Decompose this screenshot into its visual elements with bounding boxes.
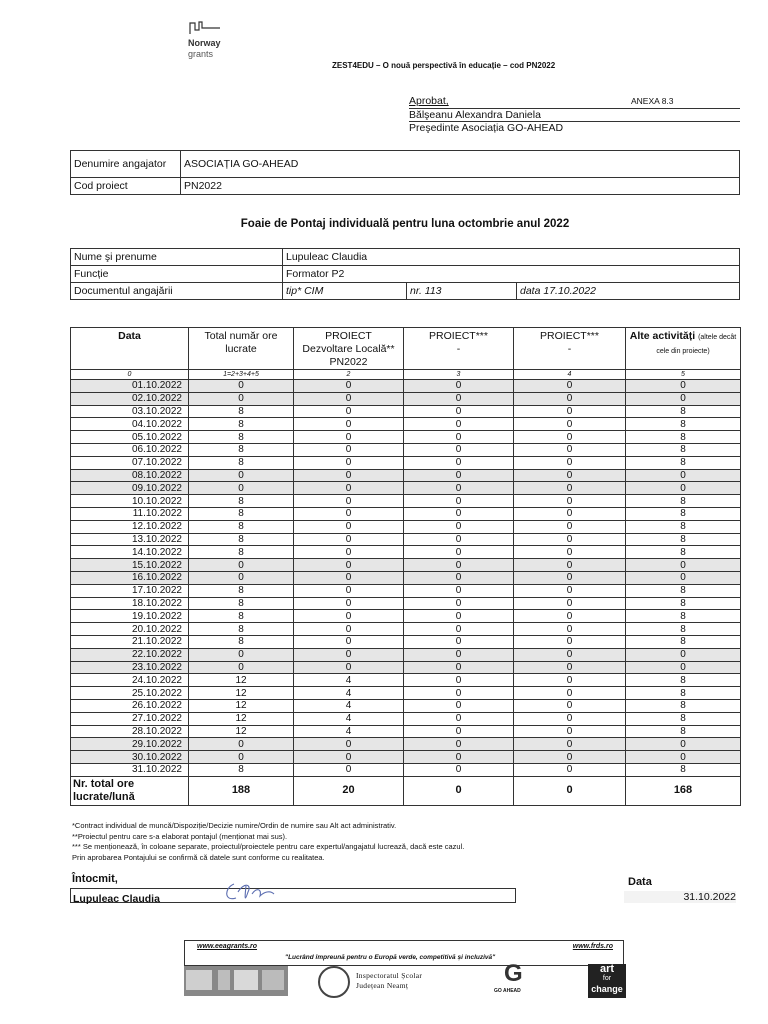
total-cell: 8	[189, 431, 294, 444]
proiect2-cell: 0	[404, 635, 514, 648]
alte-cell: 8	[626, 687, 741, 700]
table-row	[71, 392, 741, 405]
total-cell: 12	[189, 712, 294, 725]
table-row	[71, 571, 741, 584]
header-proiect2	[404, 328, 514, 370]
document-date: data 17.10.2022	[517, 283, 740, 300]
table-row	[71, 635, 741, 648]
table-row	[71, 456, 741, 469]
alte-cell: 8	[626, 495, 741, 508]
proiect1-cell: 0	[294, 520, 404, 533]
date-cell: 07.10.2022	[71, 456, 189, 469]
date-cell: 13.10.2022	[71, 533, 189, 546]
date-cell: 15.10.2022	[71, 559, 189, 572]
date-cell: 09.10.2022	[71, 482, 189, 495]
proiect2-cell: 0	[404, 469, 514, 482]
proiect3-cell: 0	[514, 712, 626, 725]
table-row	[71, 674, 741, 687]
proiect1-cell: 0	[294, 584, 404, 597]
proiect2-cell: 0	[404, 533, 514, 546]
alte-cell: 8	[626, 456, 741, 469]
proiect1-cell: 0	[294, 443, 404, 456]
alte-cell: 0	[626, 392, 741, 405]
total-cell: 8	[189, 418, 294, 431]
total-cell: 8	[189, 546, 294, 559]
proiect3-cell: 0	[514, 443, 626, 456]
index-cell: 1=2+3+4+5	[189, 370, 294, 380]
proiect2-cell: 0	[404, 699, 514, 712]
table-row	[71, 546, 741, 559]
header-proiect3-dash: -	[567, 343, 572, 355]
goahead-logo-icon: G	[504, 960, 523, 987]
proiect1-cell: 0	[294, 635, 404, 648]
date-cell: 27.10.2022	[71, 712, 189, 725]
alte-cell: 8	[626, 597, 741, 610]
date-cell: 01.10.2022	[71, 380, 189, 393]
total-cell: 0	[189, 648, 294, 661]
proiect3-cell: 0	[514, 751, 626, 764]
proiect1-cell: 0	[294, 763, 404, 776]
table-row	[71, 469, 741, 482]
total-cell: 8	[189, 456, 294, 469]
table-row	[71, 751, 741, 764]
proiect2-cell: 0	[404, 725, 514, 738]
proiect1-cell: 0	[294, 533, 404, 546]
date-cell: 08.10.2022	[71, 469, 189, 482]
date-cell: 22.10.2022	[71, 648, 189, 661]
table-row	[71, 623, 741, 636]
art-for-change-logo	[588, 964, 626, 998]
alte-cell: 8	[626, 763, 741, 776]
alte-cell: 8	[626, 520, 741, 533]
proiect2-cell: 0	[404, 559, 514, 572]
annex-label: ANEXA 8.3	[631, 96, 674, 106]
date-cell: 25.10.2022	[71, 687, 189, 700]
alte-cell: 8	[626, 443, 741, 456]
alte-cell: 8	[626, 431, 741, 444]
total-cell: 8	[189, 405, 294, 418]
total-cell: 8	[189, 610, 294, 623]
alte-cell: 0	[626, 751, 741, 764]
art-line2: for	[602, 975, 612, 982]
document-type: tip* CIM	[283, 283, 407, 300]
proiect3-cell: 0	[514, 635, 626, 648]
table-row	[71, 533, 741, 546]
totals-label: Nr. total ore lucrate/lună	[71, 776, 189, 805]
proiect2-cell: 0	[404, 418, 514, 431]
proiect2-cell: 0	[404, 763, 514, 776]
isj-line1: Inspectoratul Școlar	[356, 971, 423, 980]
alte-cell: 0	[626, 380, 741, 393]
alte-cell: 8	[626, 546, 741, 559]
index-cell: 0	[71, 370, 189, 380]
proiect2-cell: 0	[404, 687, 514, 700]
index-row	[71, 370, 741, 380]
proiect1-cell: 0	[294, 405, 404, 418]
table-row	[71, 687, 741, 700]
proiect3-cell: 0	[514, 456, 626, 469]
proiect3-cell: 0	[514, 380, 626, 393]
total-cell: 8	[189, 584, 294, 597]
proiect3-cell: 0	[514, 584, 626, 597]
header-proiect1-line1: PROIECT	[325, 330, 372, 342]
table-row	[71, 648, 741, 661]
proiect3-cell: 0	[514, 533, 626, 546]
proiect3-cell: 0	[514, 431, 626, 444]
prepared-name: Lupuleac Claudia	[73, 893, 160, 905]
proiect1-cell: 0	[294, 648, 404, 661]
total-cell: 0	[189, 738, 294, 751]
proiect2-cell: 0	[404, 674, 514, 687]
totals-alte: 168	[626, 776, 741, 805]
approval-block	[409, 95, 740, 134]
proiect3-cell: 0	[514, 559, 626, 572]
table-row	[71, 380, 741, 393]
proiect3-cell: 0	[514, 469, 626, 482]
header-total: Total număr ore lucrate	[189, 328, 294, 370]
proiect2-cell: 0	[404, 712, 514, 725]
project-line: ZEST4EDU – O nouă perspectivă în educație – cod PN2022	[332, 61, 556, 70]
proiect1-cell: 0	[294, 546, 404, 559]
proiect3-cell: 0	[514, 495, 626, 508]
proiect2-cell: 0	[404, 597, 514, 610]
proiect3-cell: 0	[514, 392, 626, 405]
alte-cell: 0	[626, 648, 741, 661]
proiect1-cell: 0	[294, 738, 404, 751]
proiect2-cell: 0	[404, 623, 514, 636]
proiect2-cell: 0	[404, 610, 514, 623]
signature-scribble	[222, 878, 277, 906]
table-row	[71, 725, 741, 738]
proiect1-cell: 0	[294, 623, 404, 636]
total-cell: 0	[189, 751, 294, 764]
footnote: *** Se menționează, în coloane separate, proiectul/proiectele pentru care expertul/angajatul lucrează, dacă este cazul.	[72, 842, 465, 851]
date-cell: 12.10.2022	[71, 520, 189, 533]
function-value: Formator P2	[283, 266, 740, 283]
proiect2-cell: 0	[404, 495, 514, 508]
alte-cell: 8	[626, 623, 741, 636]
date-cell: 10.10.2022	[71, 495, 189, 508]
alte-cell: 8	[626, 418, 741, 431]
proiect2-cell: 0	[404, 751, 514, 764]
proiect3-cell: 0	[514, 571, 626, 584]
table-row	[71, 597, 741, 610]
date-cell: 02.10.2022	[71, 392, 189, 405]
date-cell: 31.10.2022	[71, 763, 189, 776]
index-cell: 4	[514, 370, 626, 380]
proiect2-cell: 0	[404, 380, 514, 393]
alte-cell: 8	[626, 610, 741, 623]
table-row	[71, 584, 741, 597]
totals-total: 188	[189, 776, 294, 805]
date-cell: 30.10.2022	[71, 751, 189, 764]
alte-cell: 0	[626, 738, 741, 751]
proiect1-cell: 4	[294, 674, 404, 687]
norway-flag-icon	[188, 20, 222, 36]
page-title: Foaie de Pontaj individuală pentru luna octombrie anul 2022	[240, 218, 570, 230]
date-cell: 23.10.2022	[71, 661, 189, 674]
date-cell: 21.10.2022	[71, 635, 189, 648]
proiect3-cell: 0	[514, 507, 626, 520]
proiect3-cell: 0	[514, 520, 626, 533]
header-alte-note: (altele decât cele din proiecte)	[656, 334, 737, 355]
alte-cell: 8	[626, 635, 741, 648]
person-table	[70, 248, 740, 300]
footnote: *Contract individual de muncă/Dispoziție/Decizie numire/Ordin de numire sau Alt act administrativ.	[72, 821, 397, 830]
total-cell: 0	[189, 469, 294, 482]
header-alte-label: Alte activități	[629, 330, 696, 342]
total-cell: 0	[189, 661, 294, 674]
table-row	[71, 610, 741, 623]
proiect3-cell: 0	[514, 623, 626, 636]
proiect2-cell: 0	[404, 482, 514, 495]
footer-motto: "Lucrând împreună pentru o Europă verde, competitivă și incluzivă"	[285, 954, 496, 961]
date-cell: 05.10.2022	[71, 431, 189, 444]
proiect1-cell: 0	[294, 661, 404, 674]
date-label: Data	[628, 876, 652, 888]
eeagrants-link[interactable]: www.eeagrants.ro	[197, 943, 258, 950]
total-cell: 8	[189, 443, 294, 456]
total-cell: 8	[189, 623, 294, 636]
name-value: Lupuleac Claudia	[283, 249, 740, 266]
table-row	[71, 712, 741, 725]
header-proiect1-line3: PN2022	[329, 356, 368, 368]
total-cell: 12	[189, 687, 294, 700]
alte-cell: 8	[626, 405, 741, 418]
approver-name: Bălşeanu Alexandra Daniela	[409, 108, 740, 122]
footer-links-box	[184, 940, 624, 966]
proiect1-cell: 0	[294, 597, 404, 610]
frds-link[interactable]: www.frds.ro	[572, 943, 613, 950]
date-cell: 03.10.2022	[71, 405, 189, 418]
proiect1-cell: 0	[294, 392, 404, 405]
total-cell: 8	[189, 763, 294, 776]
proiect3-cell: 0	[514, 482, 626, 495]
table-row	[71, 699, 741, 712]
proiect2-cell: 0	[404, 738, 514, 751]
alte-cell: 8	[626, 674, 741, 687]
totals-proiect1: 20	[294, 776, 404, 805]
project-code-label: Cod proiect	[71, 178, 181, 195]
proiect3-cell: 0	[514, 610, 626, 623]
proiect3-cell: 0	[514, 405, 626, 418]
prepared-name-box	[70, 888, 516, 903]
index-cell: 2	[294, 370, 404, 380]
proiect1-cell: 0	[294, 418, 404, 431]
logo-line1: Norway	[188, 38, 221, 48]
table-row	[71, 763, 741, 776]
proiect1-cell: 0	[294, 456, 404, 469]
total-cell: 12	[189, 725, 294, 738]
date-cell: 29.10.2022	[71, 738, 189, 751]
proiect2-cell: 0	[404, 571, 514, 584]
goahead-name: GO AHEAD	[494, 988, 521, 994]
date-cell: 26.10.2022	[71, 699, 189, 712]
header-proiect1-line2: Dezvoltare Locală**	[302, 343, 395, 355]
proiect1-cell: 0	[294, 469, 404, 482]
proiect2-cell: 0	[404, 648, 514, 661]
proiect1-cell: 0	[294, 431, 404, 444]
proiect1-cell: 0	[294, 380, 404, 393]
proiect3-cell: 0	[514, 699, 626, 712]
prepared-label: Întocmit,	[72, 873, 118, 885]
employer-value: ASOCIAȚIA GO-AHEAD	[181, 151, 740, 178]
proiect2-cell: 0	[404, 661, 514, 674]
total-cell: 8	[189, 520, 294, 533]
approval-label: Aprobat,	[409, 95, 449, 107]
date-cell: 17.10.2022	[71, 584, 189, 597]
table-row	[71, 443, 741, 456]
total-cell: 12	[189, 674, 294, 687]
proiect1-cell: 4	[294, 725, 404, 738]
date-value: 31.10.2022	[624, 891, 736, 903]
total-cell: 0	[189, 380, 294, 393]
art-line3: change	[591, 984, 623, 994]
index-cell: 3	[404, 370, 514, 380]
header-proiect3	[514, 328, 626, 370]
document-label: Documentul angajării	[71, 283, 283, 300]
total-cell: 0	[189, 571, 294, 584]
table-row	[71, 431, 741, 444]
function-label: Funcție	[71, 266, 283, 283]
total-cell: 8	[189, 597, 294, 610]
total-cell: 8	[189, 495, 294, 508]
header-proiect3-label: PROIECT***	[540, 330, 599, 342]
document-number: nr. 113	[407, 283, 517, 300]
alte-cell: 0	[626, 482, 741, 495]
table-row	[71, 507, 741, 520]
proiect1-cell: 4	[294, 699, 404, 712]
date-cell: 28.10.2022	[71, 725, 189, 738]
sponsor-logo-1	[184, 966, 288, 996]
total-cell: 8	[189, 635, 294, 648]
proiect3-cell: 0	[514, 725, 626, 738]
header-data: Data	[71, 328, 189, 370]
proiect3-cell: 0	[514, 648, 626, 661]
proiect3-cell: 0	[514, 418, 626, 431]
date-cell: 14.10.2022	[71, 546, 189, 559]
proiect2-cell: 0	[404, 520, 514, 533]
proiect2-cell: 0	[404, 443, 514, 456]
table-row	[71, 661, 741, 674]
total-cell: 0	[189, 482, 294, 495]
index-cell: 5	[626, 370, 741, 380]
art-line1: art	[599, 963, 615, 975]
proiect1-cell: 0	[294, 751, 404, 764]
proiect1-cell: 0	[294, 495, 404, 508]
proiect3-cell: 0	[514, 738, 626, 751]
header-proiect2-label: PROIECT***	[429, 330, 488, 342]
alte-cell: 0	[626, 571, 741, 584]
date-cell: 16.10.2022	[71, 571, 189, 584]
isj-name	[356, 971, 422, 991]
totals-proiect2: 0	[404, 776, 514, 805]
table-row	[71, 738, 741, 751]
totals-proiect3: 0	[514, 776, 626, 805]
proiect2-cell: 0	[404, 507, 514, 520]
proiect1-cell: 0	[294, 482, 404, 495]
proiect1-cell: 0	[294, 507, 404, 520]
proiect3-cell: 0	[514, 674, 626, 687]
header-alte	[626, 328, 741, 370]
proiect1-cell: 0	[294, 571, 404, 584]
project-code-value: PN2022	[181, 178, 740, 195]
total-cell: 12	[189, 699, 294, 712]
proiect3-cell: 0	[514, 597, 626, 610]
date-cell: 20.10.2022	[71, 623, 189, 636]
employer-label: Denumire angajator	[71, 151, 181, 178]
table-row	[71, 559, 741, 572]
proiect1-cell: 4	[294, 687, 404, 700]
footnote: Prin aprobarea Pontajului se confirmă că datele sunt conforme cu realitatea.	[72, 852, 325, 862]
alte-cell: 8	[626, 725, 741, 738]
isj-line2: Județean Neamț	[356, 981, 409, 990]
date-cell: 18.10.2022	[71, 597, 189, 610]
proiect2-cell: 0	[404, 405, 514, 418]
table-row	[71, 520, 741, 533]
logo-line2: grants	[188, 49, 214, 59]
proiect2-cell: 0	[404, 392, 514, 405]
date-cell: 19.10.2022	[71, 610, 189, 623]
alte-cell: 8	[626, 584, 741, 597]
proiect3-cell: 0	[514, 661, 626, 674]
approver-role: Preşedinte Asociația GO-AHEAD	[409, 122, 564, 134]
total-cell: 8	[189, 533, 294, 546]
proiect2-cell: 0	[404, 584, 514, 597]
proiect2-cell: 0	[404, 546, 514, 559]
header-proiect2-dash: -	[456, 343, 461, 355]
alte-cell: 0	[626, 661, 741, 674]
table-row	[71, 405, 741, 418]
proiect2-cell: 0	[404, 431, 514, 444]
alte-cell: 0	[626, 559, 741, 572]
date-cell: 11.10.2022	[71, 507, 189, 520]
proiect1-cell: 0	[294, 610, 404, 623]
footnotes	[72, 821, 732, 863]
date-cell: 24.10.2022	[71, 674, 189, 687]
timesheet-table	[70, 327, 741, 806]
proiect2-cell: 0	[404, 456, 514, 469]
header-proiect1	[294, 328, 404, 370]
total-cell: 0	[189, 559, 294, 572]
proiect1-cell: 4	[294, 712, 404, 725]
sponsor-mark-icon	[184, 966, 288, 996]
alte-cell: 8	[626, 533, 741, 546]
proiect1-cell: 0	[294, 559, 404, 572]
isj-crest-icon	[318, 966, 350, 998]
table-row	[71, 495, 741, 508]
proiect3-cell: 0	[514, 763, 626, 776]
total-cell: 0	[189, 392, 294, 405]
footnote: **Proiectul pentru care s-a elaborat pontajul (menționat mai sus).	[72, 831, 288, 841]
name-label: Nume şi prenume	[71, 249, 283, 266]
totals-row	[71, 776, 741, 805]
alte-cell: 8	[626, 712, 741, 725]
table-row	[71, 418, 741, 431]
employer-table	[70, 150, 740, 195]
total-cell: 8	[189, 507, 294, 520]
table-row	[71, 482, 741, 495]
proiect3-cell: 0	[514, 687, 626, 700]
alte-cell: 0	[626, 469, 741, 482]
date-cell: 04.10.2022	[71, 418, 189, 431]
alte-cell: 8	[626, 507, 741, 520]
date-cell: 06.10.2022	[71, 443, 189, 456]
alte-cell: 8	[626, 699, 741, 712]
proiect3-cell: 0	[514, 546, 626, 559]
